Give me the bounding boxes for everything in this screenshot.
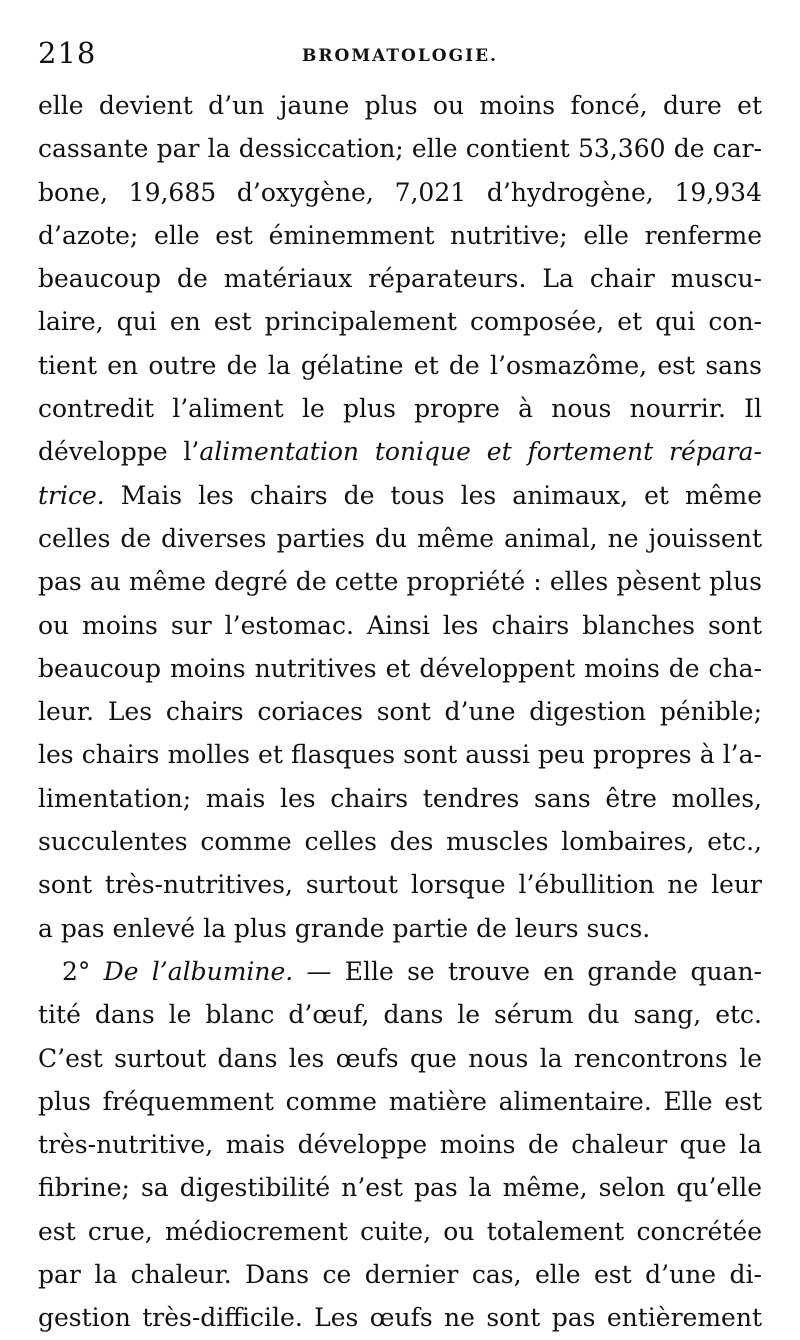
page-number: 218	[38, 36, 97, 70]
text-line: sont très-nutritives, surtout lorsque l’ébullition ne leur	[38, 870, 762, 900]
text-line: plus fréquemment comme matière alimentaire. Elle est	[38, 1086, 762, 1116]
body-text	[38, 84, 762, 1340]
italic-phrase: trice.	[38, 480, 105, 510]
italic-phrase: alimentation tonique et fortement répara-	[199, 437, 762, 467]
text-line: succulentes comme celles des muscles lombaires, etc.,	[38, 827, 762, 857]
text-line: développe l’alimentation tonique et fortement répara-	[38, 437, 762, 467]
text-line: pas au même degré de cette propriété : elles pèsent plus	[38, 567, 762, 597]
text-line: beaucoup moins nutritives et développent moins de cha-	[38, 653, 762, 683]
text-line: cassante par la dessiccation; elle contient 53,360 de car-	[38, 134, 762, 164]
text-line: celles de diverses parties du même animal, ne jouissent	[38, 523, 762, 553]
text-line: limentation; mais les chairs tendres sans être molles,	[38, 783, 762, 813]
section-title: De l’albumine.	[103, 956, 294, 986]
text-line: laire, qui en est principalement composée, et qui con-	[38, 307, 762, 337]
text-line: les chairs molles et flasques sont aussi peu propres à l’a-	[38, 740, 762, 770]
text-line: bone, 19,685 d’oxygène, 7,021 d’hydrogène, 19,934	[38, 177, 762, 207]
text-line: fibrine; sa digestibilité n’est pas la même, selon qu’elle	[38, 1173, 762, 1203]
text-line: tité dans le blanc d’œuf, dans le sérum du sang, etc.	[38, 1000, 762, 1030]
text-line: leur. Les chairs coriaces sont d’une digestion pénible;	[38, 697, 762, 727]
section-heading-line: 2° De l’albumine. — Elle se trouve en grande quan-	[62, 956, 762, 986]
text-line: ou moins sur l’estomac. Ainsi les chairs blanches sont	[38, 610, 762, 640]
text-line: beaucoup de matériaux réparateurs. La chair muscu-	[38, 264, 762, 294]
text-line: gestion très-difficile. Les œufs ne sont pas entièrement	[38, 1303, 762, 1333]
page-header	[38, 36, 762, 82]
text-line: très-nutritive, mais développe moins de chaleur que la	[38, 1130, 762, 1160]
text-line: est crue, médiocrement cuite, ou totalement concrétée	[38, 1216, 762, 1246]
text-line: trice. Mais les chairs de tous les animaux, et même	[38, 480, 762, 510]
text-line: contredit l’aliment le plus propre à nous nourrir. Il	[38, 394, 762, 424]
text-line: a pas enlevé la plus grande partie de leurs sucs.	[38, 913, 651, 943]
text-line: d’azote; elle est éminemment nutritive; elle renferme	[38, 220, 762, 250]
running-title: BROMATOLOGIE.	[302, 46, 498, 66]
text-line: elle devient d’un jaune plus ou moins foncé, dure et	[38, 91, 762, 120]
text-line: par la chaleur. Dans ce dernier cas, elle est d’une di-	[38, 1260, 762, 1290]
text-line: tient en outre de la gélatine et de l’osmazôme, est sans	[38, 350, 762, 380]
text-line: C’est surtout dans les œufs que nous la rencontrons le	[38, 1043, 762, 1073]
